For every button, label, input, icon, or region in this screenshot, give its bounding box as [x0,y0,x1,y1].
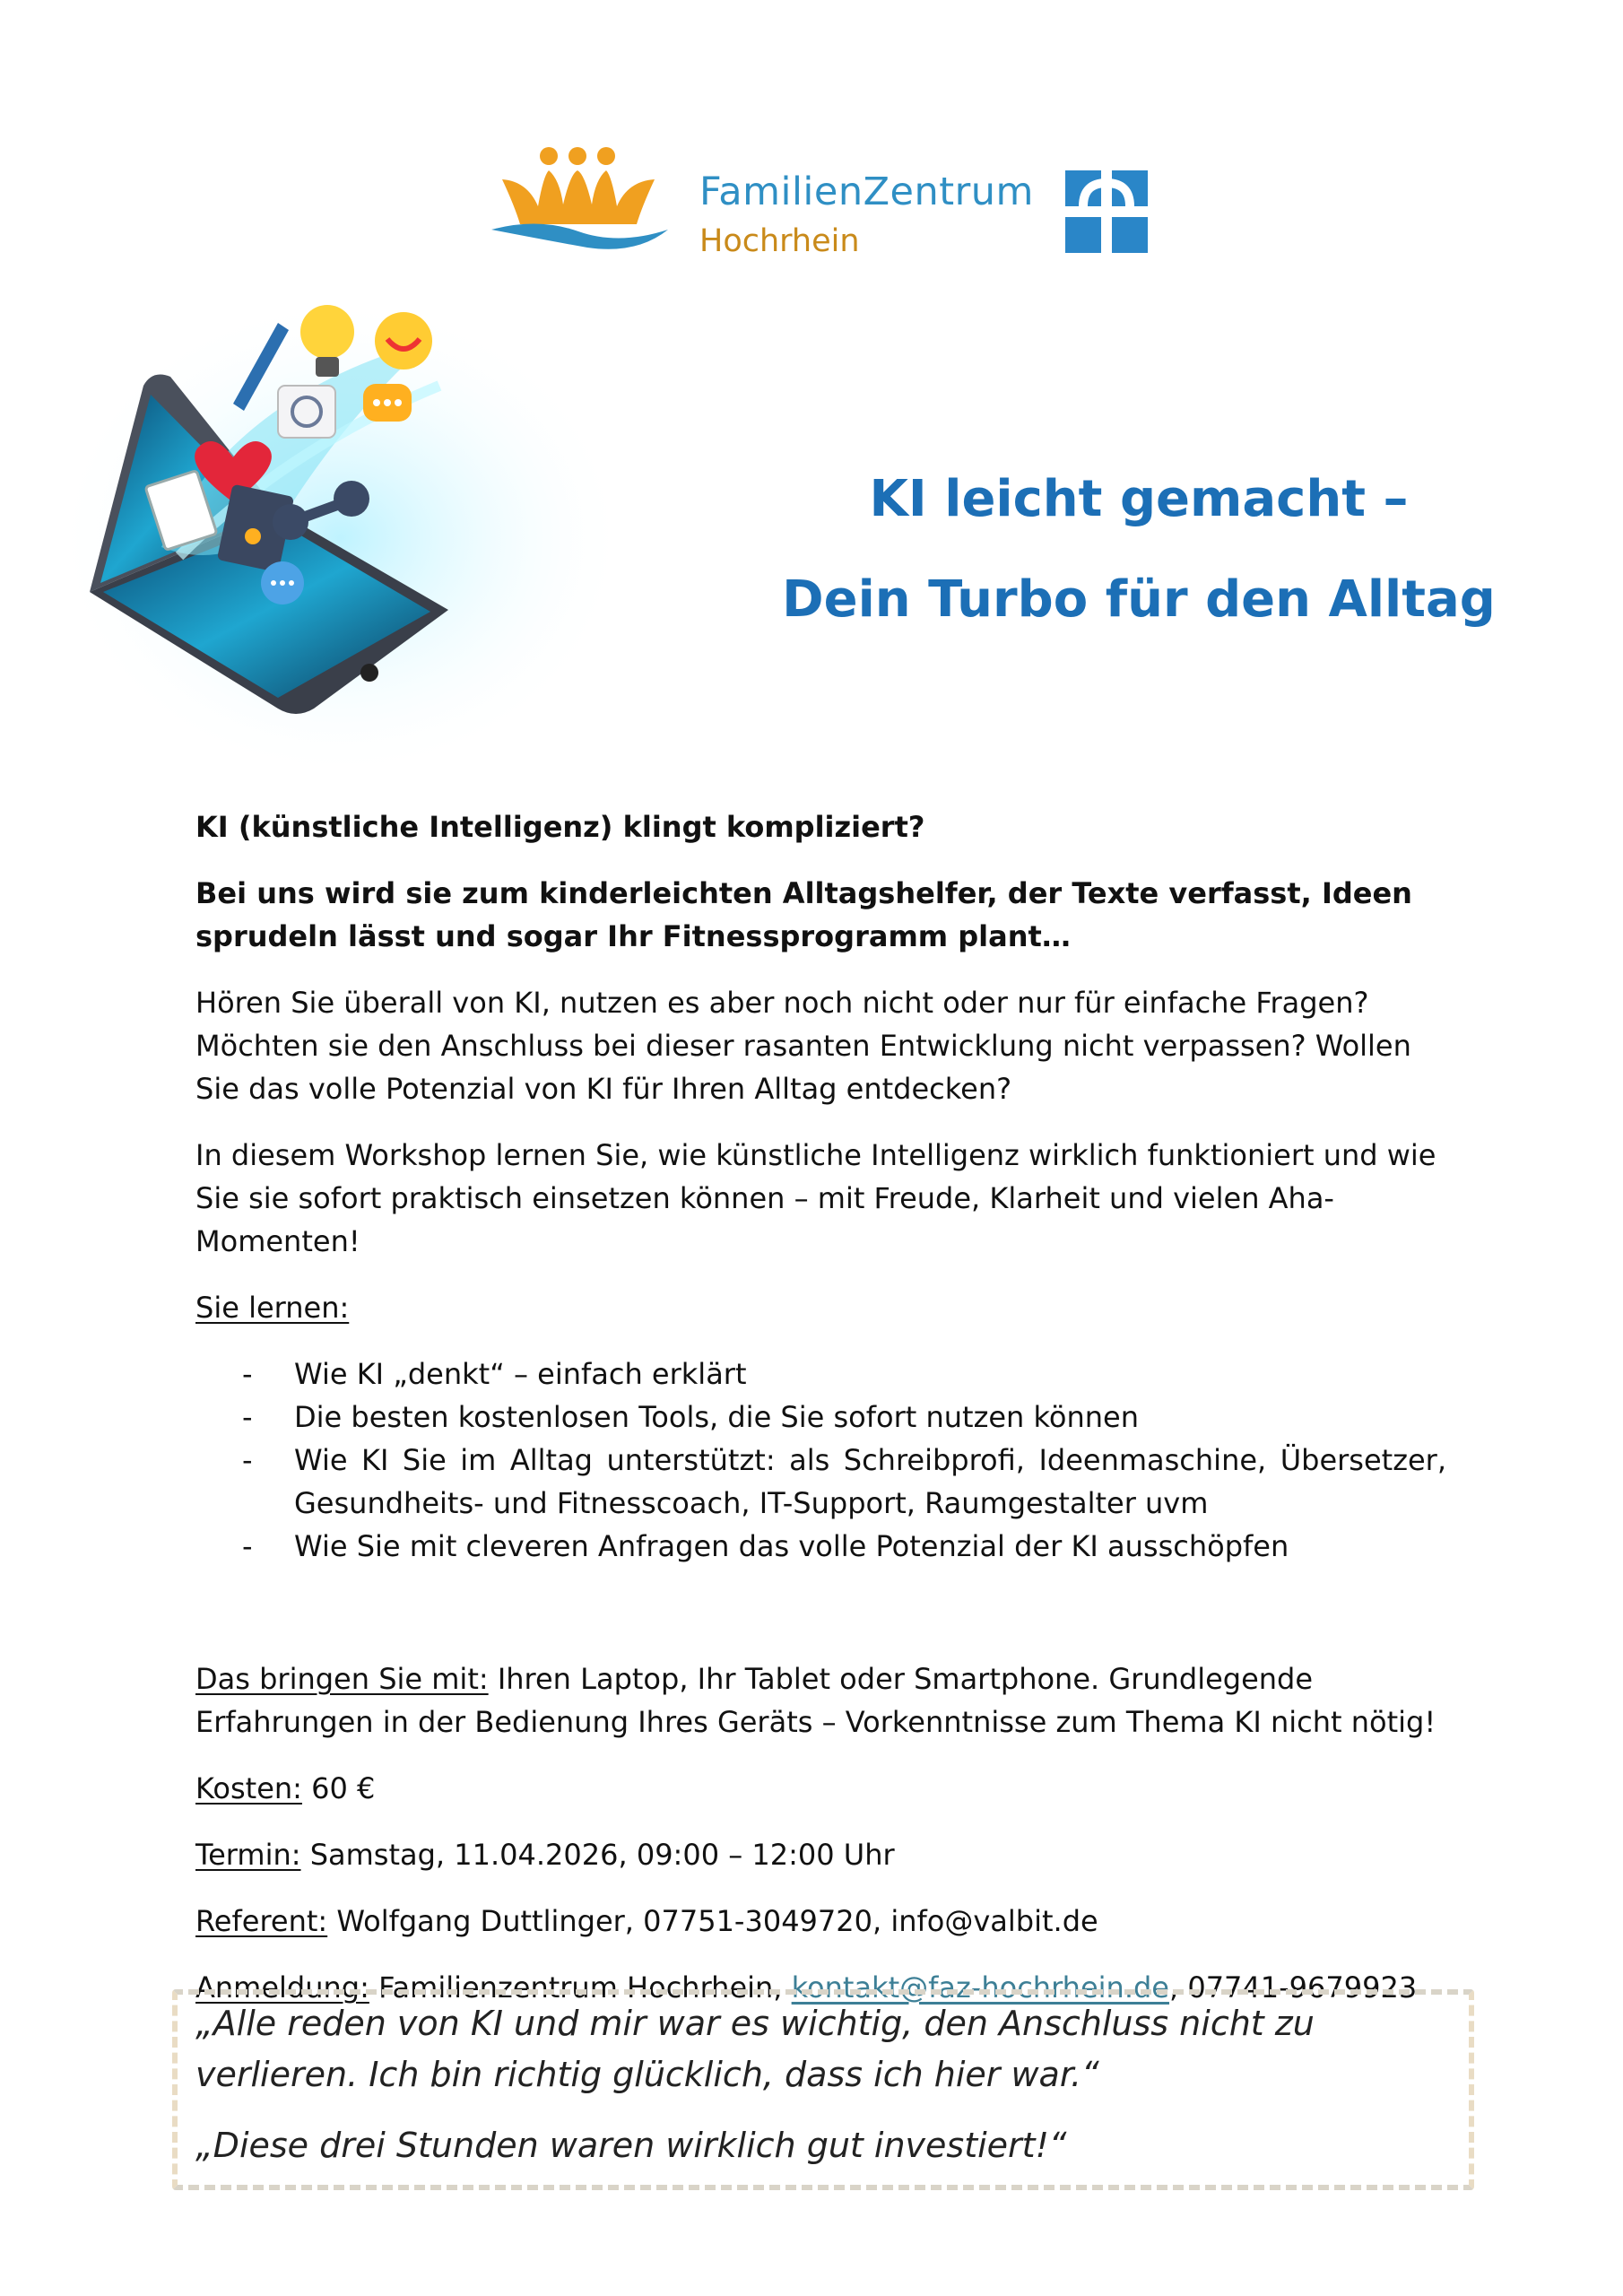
bullet-dash: - [242,1529,253,1563]
testimonial-1: „Alle reden von KI und mir war es wichtig, den Anschluss nicht zu verlieren. Ich bin richtig glücklich, dass ich hier war.“ [195,2004,1315,2094]
paragraph-2: In diesem Workshop lernen Sie, wie künstliche Intelligenz wirklich funktioniert und wie Sie sie sofort praktisch einsetzen können – mit Freude, Klarheit und vielen Aha-Momenten! [195,1138,1436,1258]
bring-info [195,1657,1446,1744]
learn-list [195,1352,1446,1568]
bullet-dash: - [242,1443,253,1477]
brain-card-icon [278,386,335,438]
list-item-text: Wie Sie mit cleveren Anfragen das volle Potenzial der KI ausschöpfen [294,1529,1289,1563]
org-name: FamilienZentrum [699,170,1034,214]
chat-bubble-icon [363,384,412,422]
chat-dots-icon [261,561,304,604]
bring-value: Ihren Laptop, Ihr Tablet oder Smartphone. Grundlegende Erfahrungen in der Bedienung Ihres Geräts – Vorkenntnisse zum Thema KI nicht nötig! [195,1662,1436,1739]
list-item-text: Wie KI Sie im Alltag unterstützt: als Schreibprofi, Ideenmaschine, Übersetzer, Gesundheits- und Fitnesscoach, IT-Support, Raumgestalter uvm [294,1443,1446,1520]
list-item [195,1352,1446,1396]
speaker-info [195,1900,1446,1943]
smartphone-ai-illustration [54,287,646,798]
cost-info [195,1767,1446,1810]
learn-heading-text: Sie lernen: [195,1291,350,1325]
list-item [195,1525,1446,1568]
list-item [195,1439,1446,1525]
cost-value: 60 € [301,1771,376,1805]
speaker-value: Wolfgang Duttlinger, 07751-3049720, info@valbit.de [327,1904,1098,1938]
logo-wordmark [699,169,1034,262]
list-item-text: Die besten kostenlosen Tools, die Sie sofort nutzen können [294,1400,1139,1434]
signup-label: Anmeldung: [195,1970,369,2005]
date-label: Termin: [195,1838,301,1872]
testimonials [195,1998,1469,2191]
list-item-text: Wie KI „denkt“ – einfach erklärt [294,1357,747,1391]
bullet-dash: - [242,1357,253,1391]
cost-label: Kosten: [195,1771,302,1805]
bring-label: Das bringen Sie mit: [195,1662,489,1696]
familienzentrum-logo-icon [484,144,673,256]
page-title [681,466,1596,633]
headline-line-1: KI leicht gemacht – [869,470,1409,528]
chart-emoji-icon [375,312,432,370]
header-logos [484,144,1166,269]
learn-heading [195,1286,1446,1329]
headline-line-2: Dein Turbo für den Alltag [782,570,1496,629]
date-info [195,1833,1446,1876]
main-content [195,805,1446,2032]
testimonial-2: „Diese drei Stunden waren wirklich gut investiert!“ [195,2126,1067,2165]
intro-claim: Bei uns wird sie zum kinderleichten Alltagshelfer, der Texte verfasst, Ideen sprudeln lässt und sogar Ihr Fitnessprogramm plant… [195,876,1412,953]
signup-phone: , 07741-9679923 [1168,1970,1418,2005]
diakonie-cross-logo-icon [1065,170,1148,253]
speaker-label: Referent: [195,1904,328,1938]
date-value: Samstag, 11.04.2026, 09:00 – 12:00 Uhr [300,1838,895,1872]
paragraph-1: Hören Sie überall von KI, nutzen es aber noch nicht oder nur für einfache Fragen? Möchten sie den Anschluss bei dieser rasanten Entwicklung nicht verpassen? Wollen Sie das volle Potenzial von KI für Ihren Alltag entdecken? [195,986,1411,1106]
intro-question: KI (künstliche Intelligenz) klingt kompliziert? [195,810,925,844]
org-region: Hochrhein [699,223,860,259]
signup-email-link[interactable]: kontakt@faz-hochrhein.de [791,1970,1169,2005]
list-item [195,1396,1446,1439]
bullet-dash: - [242,1400,253,1434]
signup-value: Familienzentrum Hochrhein, [369,1970,792,2005]
